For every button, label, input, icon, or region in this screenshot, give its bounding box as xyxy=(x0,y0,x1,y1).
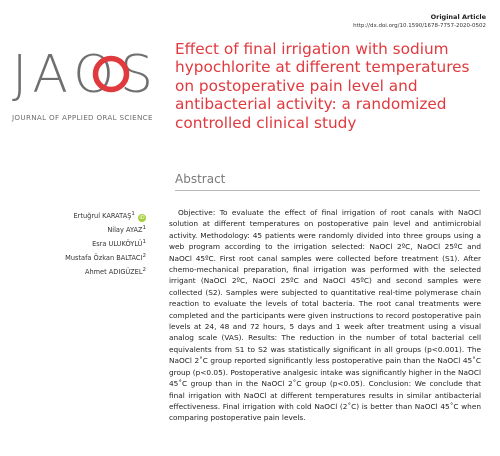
abstract-heading: Abstract xyxy=(175,172,226,186)
author xyxy=(65,251,146,265)
author xyxy=(65,223,146,237)
author xyxy=(65,237,146,251)
abstract-body xyxy=(169,207,481,424)
author-name: Mustafa Özkan BALTACI xyxy=(65,254,143,263)
logo-wordmark: JAOS xyxy=(12,45,160,105)
article-header xyxy=(353,13,486,30)
doi-link[interactable]: http://dx.doi.org/10.1590/1678-7757-2020-0502 xyxy=(353,23,486,29)
author-affiliation: 1 xyxy=(142,238,146,245)
author-affiliation: 1 xyxy=(131,211,135,217)
author-name: Ahmet ADIGÜZEL xyxy=(84,268,143,277)
author-affiliation: 1 xyxy=(142,224,146,231)
logo-ring-icon xyxy=(92,55,130,93)
author-list xyxy=(65,209,146,279)
author-affiliation: 2 xyxy=(142,252,146,259)
abstract-divider xyxy=(175,190,480,191)
author xyxy=(65,265,146,279)
journal-logo xyxy=(12,45,160,135)
author-affiliation: 2 xyxy=(142,266,146,273)
author-name: Esra ULUKÖYLÜ xyxy=(92,240,143,249)
logo-subtitle: JOURNAL OF APPLIED ORAL SCIENCE xyxy=(12,113,153,122)
author-name: Nilay AYAZ xyxy=(107,226,143,235)
abstract-paragraph: Objective: To evaluate the effect of final irrigation of root canals with NaOCl solution at different temperatures on postoperative pain level and antimicrobial activity. Methodology: 45 patients were randomly divided into three groups using a web program according to the irrigation selected: NaOCl 2ºC, NaOCl 25ºC and NaOCl 45ºC. First root canal samples were collected before treatment (S1). After chemo-mechanical preparation, final irrigation was performed with the selected irrigant (NaOCl 2ºC, NaOCl 25ºC and NaOCl 45ºC) and second samples were collected (S2). Samples were subjected to quantitative real-time polymerase chain reaction to evaluate the levels of total bacteria. The root canal treatments were completed and the participants were given instructions to record postoperative pain levels at 24, 48 and 72 hours, 5 days and 1 week after treatment using a visual analog scale (VAS). Results: The reduction in the number of total bacterial cell equivalents from S1 to S2 was statistically significant in all groups (p<0.001). The NaOCl 2˚C group reported significantly less postoperative pain than the NaOCl 45˚C group (p<0.05). Postoperative analgesic intake was significantly higher in the NaOCl 45˚C group than in the NaOCl 2˚C group (p<0.05). Conclusion: We conclude that final irrigation with NaOCl at different temperatures results in similar antibacterial effectiveness. Final irrigation with cold NaOCl (2˚C) is better than NaOCl 45˚C when comparing postoperative pain levels. xyxy=(169,208,481,423)
article-title: Effect of final irrigation with sodium hypochlorite at different temperatures on postoperative pain level and antibacterial activity: a randomized controlled clinical study xyxy=(175,40,470,132)
author xyxy=(65,209,146,223)
orcid-icon[interactable]: iD xyxy=(139,215,145,222)
author-name: Ertuğrul KARATAŞ xyxy=(73,212,132,221)
article-type: Original Article xyxy=(430,13,486,21)
